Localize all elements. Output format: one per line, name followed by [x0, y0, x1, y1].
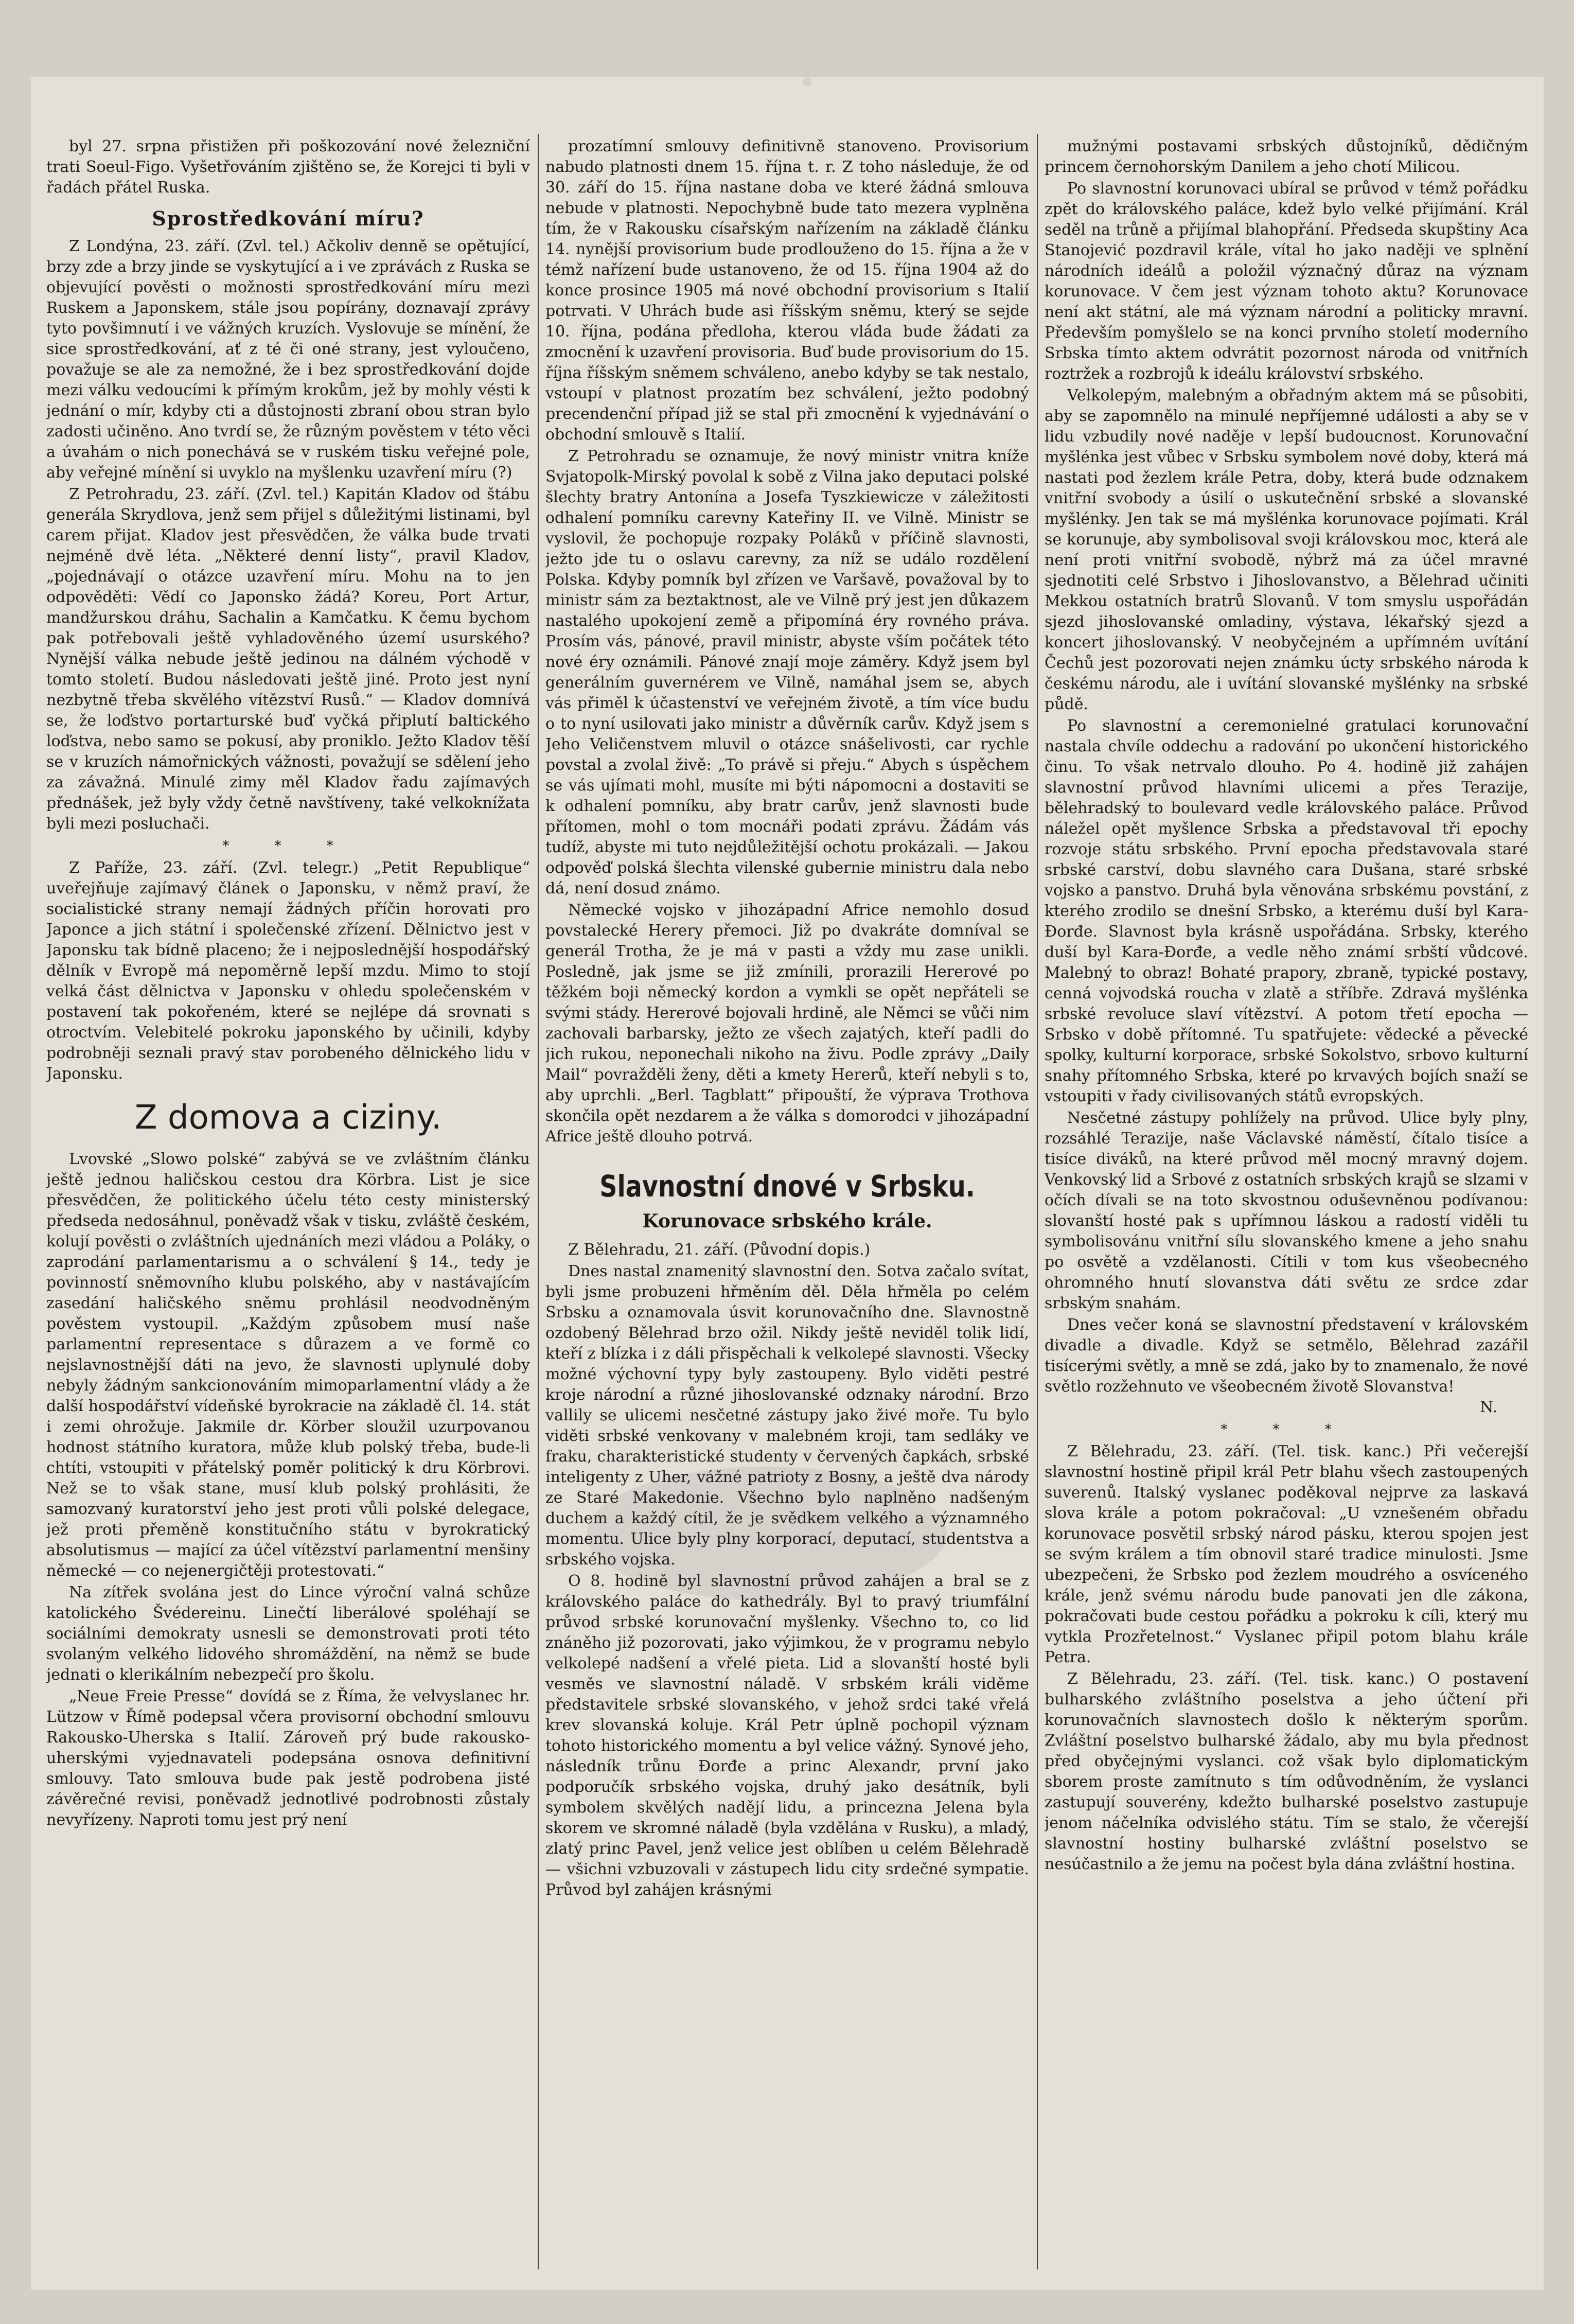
article-crowds: Nesčetné zástupy pohlížely na průvod. Ulice byly plny, rozsáhlé Terazije, naše Václavské náměstí, čítalo tisíce a tisíce diváků, na které průvod měl mocný mravný dojem. Venkovský lid a Srbové z ostatních srbských krajů se slzami v očích dívali se na toto skvostnou oduševněnou podívanou: slovanští hosté pak s upřímnou láskou a radostí viděli tu symbolisovánu vnitřní sílu slovanského kmene a jeho snahu po osvětě a vzdělanosti. Cítili v tom kus všeobecného ohromného hnutí slovanstva dáti světu ze srdce zdar srbským snahám.	[1045, 1109, 1528, 1312]
article-palace-reception: Po slavnostní korunovaci ubíral se průvod v témž pořádku zpět do královského paláce, kdež bylo velké přijímání. Král seděl na trůně a přijímal blahopřání. Předseda skupštiny Aca Stanojević pozdravil krále, vítal ho jako naději ve splnění národních ideálů a položil význačný důraz na význam korunovace. V čem jest význam tohoto aktu? Korunovace není akt státní, ale má význam národní a politicky mravní. Především pomyšlelo se na konci prvního století moderního Srbska tímto aktem odvrátit pozornost národa od vnitřních roztržek a rozbrojů k ideálu království srbského.	[1045, 180, 1528, 383]
newspaper-page	[31, 77, 1544, 2290]
article-linz-meeting: Na zítřek svolána jest do Lince výroční valná schůze katolického Švédereinu. Linečtí liberálové spoléhají se sociálními demokraty usnesli se demonstrovati proti této svolaným velkého lidového shromáždění, na němž se bude jednati o klerikálním nebezpečí pro školu.	[46, 1583, 530, 1684]
article-coronation-day: Dnes nastal znamenitý slavnostní den. Sotva začalo svítat, byli jsme probuzeni hřměním děl. Děla hřměla po celém Srbsku a oznamovala úsvit korunovačního dne. Slavnostně ozdobený Bělehrad brzo ožil. Nikdy ještě neviděl tolik lidí, kteří z blízka i z dáli přispěchali k velkolepé slavnosti. Všecky možné výchovní typy byly zastoupeny. Bylo viděti pestré kroje národní a různé jihoslovanské odznaky národní. Brzo vallily se ulicemi nesčetné zástupy jako živé moře. Tu bylo viděti srbské venkovany v malebném kroji, tam sedláky ve fraku, charakteristické studenty v červených čapkách, srbské inteligenty z Uher, vážné patrioty z Bosny, a ještě dva národy ze Staré Makedonie. Všechno bylo naplněno nadšeným duchem a každý cítil, že je svědkem velkého a významného momentu. Ulice byly plny korporací, deputací, studentstva a srbského vojska.	[545, 1262, 1029, 1569]
section-separator: * * *	[222, 838, 354, 854]
heading-sprostredkovani-miru: Sprostředkování míru?	[152, 207, 425, 230]
column-3	[1045, 136, 1528, 2267]
article-herero-war: Německé vojsko v jihozápadní Africe nemohlo dosud povstalecké Herery přemoci. Již po dvakráte domníval se generál Trotha, že je má v pasti a vždy mu zase unikli. Posledně, jak jsme se již zmínili, prorazili Hererové po těžkém boji německý kordon a vymkli se opět nepřáteli se svými stády. Hererové bojovali hrdině, ale Němci se vůči nim zachovali barbarsky, ježto ze všech zajatých, kteří padli do jich rukou, neponechali nikoho na živu. Podle zprávy „Daily Mail“ povražděli ženy, děti a kmety Hererů, kteří nebyli s to, aby uprchli. „Berl. Tagblatt“ připouští, že výprava Trothova skončila opět nezdarem a že válka s domorodci v jihozápadní Africe ještě dlouho potrvá.	[545, 901, 1029, 1146]
article-neue-freie-presse: „Neue Freie Presse“ dovídá se z Říma, že velvyslanec hr. Lützow v Římě podepsal včera provisorní obchodní smlouvu Rakousko-Uherska s Italií. Zároveň prý bude rakousko-uherskými vyjednavateli podepsána osnova definitivní smlouvy. Tato smlouva bude pak jestě podrobena jisté závěrečné revisi, poněvadž jednotlivé podrobnosti zůstaly nevyřízeny. Naproti tomu jest prý není	[46, 1687, 530, 1829]
article-svjatopolk-mirsky: Z Petrohradu se oznamuje, že nový ministr vnitra kníže Svjatopolk-Mirský povolal k sobě z Vilna jako deputaci polské šlechty bratry Antonína a Josefa Tyszkiewicze v záležitosti odhalení pomníku carevny Kateřiny II. ve Vilně. Ministr se vyslovil, že pochopuje rozpaky Poláků v příčině slavnosti, ježto jde tu o oslavu carevny, za níž se událo rozdělení Polska. Kdyby pomník byl zřízen ve Varšavě, považoval by to ministr sám za beztaktnost, ale ve Vilně prý jest jen důkazem nastalého upokojení země a připomíná éry rovného práva. Prosím vás, pánové, pravil ministr, abyste vším počátek této nové éry oznámili. Pánové znají moje záměry. Když jsem byl generálním guvernérem ve Vilně, namáhal jsem se, abych vás přiměl k účastenství ve veřejném životě, a tím více budu o to nyní usilovati jako ministr a důvěrník carův. Když jsem s Jeho Veličenstvem mluvil o otázce snášelivosti, car rychle povstal a zvolal živě: „To právě si přeju.“ Abych s úspěchem se vás ujímati mohl, musíte mi býti nápomocni a dostaviti se k odhalení pomníku, aby bratr carův, jenž slavnosti bude přítomen, mohl o tom mocnáři podati zprávu. Žádám vás tudíž, abyste mi tuto nejdůležitější ochotu prokázali. — Jakou odpověď polská šlechta vilenské gubernie ministru dala nebo dá, není dosud známo.	[545, 447, 1029, 897]
column-divider	[1037, 134, 1038, 2269]
article-london-report: Z Londýna, 23. září. (Zvl. tel.) Ačkoliv denně se opětující, brzy zde a brzy jinde se vyskytující a i ve zprávách z Ruska se objevující pověsti o možnosti sprostředkování míru mezi Ruskem a Japonskem, stále jsou popírány, doznavají zprávy tyto povšimnutí i ve vážných kruzích. Vyslovuje se mínění, že sice sprostředkování, ať z té či oné strany, jest vyloučeno, považuje se ale za nemožné, že i bez sprostředkování dojde mezi válku vedoucími k přímým krokům, jež by mohly vésti k jednání o mír, kdyby cti a důstojnosti zbraní obou stran bylo zadosti učiněno. Ano tvrdí se, že různým pověstem v této věci a úvahám o nich ponechává se v ruském tisku veřejné pole, aby veřejné mínění si uvyklo na myšlenku uzavření míru (?)	[46, 237, 530, 482]
article-afternoon-procession: Po slavnostní a ceremonielné gratulaci korunovační nastala chvíle oddechu a radování po ukončení historického činu. To však netrvalo dlouho. Po 4. hodině již zahájen slavnostní průvod hlavními ulicemi a přes Terazije, bělehradský to boulevard vedle královského paláce. Průvod náležel opět myšlence Srbska a představoval tři epochy rozvoje státu srbského. První epocha představovala staré srbské carství, dobu slavného cara Dušana, staré srbské vojsko a panstvo. Druhá byla věnována srbskému povstání, z kterého zrodilo se dnešní Srbsko, a kterému duší byl Kara-Đorđe. Slavnost byla krásně uspořádána. Srbsky, kterého duší byl Kara-Đorđe, a vedle něho známí srbští vůdcové. Malebný to obraz! Bohaté prapory, zbraně, typické postavy, cenná vojvodská roucha v zlatě a stříbře. Zdravá myšlénka srbské revoluce slaví vítězství. A potom třetí epocha — Srbsko v době přítomné. Tu spatřujete: vědecké a pěvecké spolky, kulturní korporace, srbské Sokolstvo, srbovo kulturní snahy přítomného Srbska, které po krvavých bojích snaží se vstoupiti v řady civilisovaných států evropských.	[1045, 717, 1528, 1105]
column-2	[545, 136, 1029, 2267]
ink-speck	[803, 77, 812, 86]
subheading-korunovace: Korunovace srbského krále.	[642, 1210, 932, 1232]
section-separator: * * *	[1221, 1422, 1352, 1437]
article-procession-continued: mužnými postavami srbských důstojníků, dědičným princem černohorským Danilem a jeho chotí Milicou.	[1045, 137, 1528, 176]
article-paris-japan: Z Paříže, 23. září. (Zvl. telegr.) „Petit Republique“ uveřejňuje zajímavý článek o Japonsku, v němž praví, že socialistické strany nemají žádných příčin horovati pro Japonce a jich státní i společenské zřízení. Dělnictvo jest v Japonsku tak bídně placeno; že i nejposlednější hospodářský dělník v Evropě má nepoměrně lepší mzdu. Mimo to stojí velká část dělnictva v Japonsku v ohledu společenském v postavení tak pokořeném, které se nejlépe dá srovnati s otroctvím. Velebitelé pokroku japonského by učinili, kdyby podrobněji seznali pravý stav porobeného dělnického lidu v Japonsku.	[46, 859, 530, 1083]
article-bulgarian-delegation: Z Bělehradu, 23. září. (Tel. tisk. kanc.) O postavení bulharského zvláštního poselstva a jeho účtení při korunovačních slavnostech došlo k některým sporům. Zvláštní poselstvo bulharské žádalo, aby mu byla přednost před obyčejnými vyslanci. což však bylo diplomatickým sborem proste zamítnuto s tím odůvodněním, že vyslanci zastupují souverény, kdežto bulharské poselstvo zastupuje jenom náčelníka odvislého státu. Tím se stalo, že včerejší slavnostní hostiny bulharské zvláštní poselstvo se nesúčastnilo a že jemu na počest byla dána zvláštní hostina.	[1045, 1670, 1528, 1873]
author-signature: N.	[1480, 1398, 1497, 1416]
column-divider	[538, 134, 539, 2269]
column-1	[46, 136, 530, 2267]
heading-slavnostni-dnove: Slavnostní dnové v Srbsku.	[599, 1169, 975, 1204]
article-trade-provisorium: prozatímní smlouvy definitivně stanoveno. Provisorium nabudo platnosti dnem 15. října t. r. Z toho následuje, že od 30. září do 15. října nastane doba ve které žádná smlouva nebude v platnosti. Nepochybně bude tato mezera vyplněna tím, že v Rakousku císařským nařízením na základě článku 14. nynější provisorium bude prodlouženo do 15. října a že v témž nařízení bude ustanoveno, že od 15. října 1904 až do konce prosince 1905 má nové obchodní provisorium s Italií potrvati. V Uhrách bude asi říšským sněmu, který se sejde 10. října, podána předloha, kterou vláda bude žádati za zmocnění k uzavření provisoria. Buď bude provisorium do 15. října říšským sněmem schváleno, anebo kdyby se tak nestalo, vstoupí v platnost prozatím bez schválení, ježto podobný precendenční případ již se stal při zmocnění k vyjednávání o obchodní smlouvě s Italií.	[545, 137, 1029, 444]
article-coronation-meaning: Velkolepým, malebným a obřadným aktem má se působiti, aby se zapomnělo na minulé nepříjemné události a aby se v lidu vzbudily nové naděje v lepší budoucnost. Korunovační myšlénka jest vůbec v Srbsku symbolem nové doby, která má nastati pod žezlem krále Petra, doby, která bude odznakem vnitřní svobody a úsilí o uskutečnění srbské a slovanské myšlénky. Jen tak se má myšlénka korunovace pojímati. Král se korunuje, aby symbolisoval svoji královskou moc, která ale není proti vnitřní svobodě, nýbrž má za účel mravné sjednotiti celé Srbstvo i Jihoslovanstvo, a Bělehrad učiniti Mekkou ostatních bratrů Slovanů. V tom smyslu uspořádán sjezd jihoslovanské omladiny, výstava, lékařský sjezd a koncert jihoslovanský. V neobyčejném a upřímném uvítání Čechů jest pozorovati nejen známku úcty srbského národa k českému národu, ale i uvítání slovanské myšlénky na srbské půdě.	[1045, 386, 1528, 713]
article-evening-theatre: Dnes večer koná se slavnostní představení v královském divadle a divadle. Když se setmělo, Bělehrad zazářil tisícerými světly, a mně se zdá, jako by to znamenalo, že nové světlo rozžehnuto ve všeobecném životě Slovanstva!	[1045, 1316, 1528, 1396]
article-petrograd-kladov: Z Petrohradu, 23. září. (Zvl. tel.) Kapitán Kladov od štábu generála Skrydlova, jenž sem přijel s důležitými listinami, byl carem přijat. Kladov jest přesvědčen, že válka bude trvati nejméně dvě léta. „Některé denní listy“, pravil Kladov, „pojednávají o otázce uzavření míru. Mohu na to jen odpověděti: Vědí co Japonsko žádá? Koreu, Port Artur, mandžurskou dráhu, Sachalin a Kamčatku. K čemu bychom pak potřebovali ještě vyhladověného území usurského? Nynější válka nebude ještě jedinou na dálném východě v tomto století. Budou následovati ještě jiné. Proto jest nyní nezbytně třeba skvělého vítězství Rusů.“ — Kladov domnívá se, že loďstvo portarturské buď vyčká připlutí baltického loďstva, nebo samo se pokusí, aby proniklo. Ježto Kladov těší se v kruzích námořnických vážnosti, považují se sdělení jeho za závažná. Minulé zimy měl Kladov řadu zajímavých přednášek, jež byly vždy četně navštíveny, také velkoknížata byli mezi posluchači.	[46, 485, 530, 833]
article-coronation-procession: O 8. hodině byl slavnostní průvod zahájen a bral se z královského paláce do kathedrály. Byl to pravý triumfální průvod srbské korunovační myšlenky. Všechno to, co lid znáněho již pozorovati, jako výjimkou, že v programu nebylo velkolepé nadšení a vřelé pieta. Lid a slovanští hosté byli vesměs ve slavnostní náladě. V srbském králi viděme představitele srbské slovanského, v jehož srdci také vřelá krev slovanská koluje. Král Petr úplně pochopil význam tohoto historického momentu a byl velice vážný. Synové jeho, následník trůnu Đorđe a princ Alexandr, první jako podporučík srbského vojska, druhý jako desátník, byli symbolem skvělých nadějí lidu, a princezna Jelena byla skorem ve skromné náladě (byla vzdělána v Rusku), a mladý, zlatý princ Pavel, jenž velice jest oblíben u celém Bělehradě — všichni vzbuzovali v zástupech lidu city srdečné sympatie. Průvod byl zahájen krásnými	[545, 1572, 1029, 1899]
article-dateline: Z Bělehradu, 21. září. (Původní dopis.)	[568, 1241, 871, 1259]
article-korea-fragment: byl 27. srpna přistižen při poškozování nové železniční trati Soeul-Figo. Vyšetřováním zjištěno se, že Korejci ti byli v řadách přátel Ruska.	[46, 137, 530, 197]
heading-z-domova-a-ciziny: Z domova a ciziny.	[134, 1099, 442, 1137]
article-slowo-polskie: Lvovské „Slowo polské“ zabývá se ve zvláštním článku ještě jednou haličskou cestou dra Körbra. List je sice přesvědčen, že politického účelu této cesty ministerský předseda nedosáhnul, poněvadž však v tisku, zvláště českém, kolují pověsti o zvláštních ujednáních mezi vládou a Poláky, o zaprodání parlamentarismu a o schválení § 14., tedy je povinností sněmovního klubu polského, aby v nastávajícím zasedání haličského sněmu prohlásil neodvodněným pověstem vystoupil. „Každým způsobem musí naše parlamentní representace s důrazem a ve formě co nejslavnostnější dáti na jevo, že slavnosti uplynulé doby nebyly žádným sankcionováním mimoparlamentní vlády a že další hospodářství vídeňské byrokracie na základě čl. 14. stát i zemi ohrožuje. Jakmile dr. Körber sloužil uzurpovanou hodnost státního kuratora, může klub polský třeba, bude-li chtíti, vstoupiti v přátelský poměr politický k dru Körbrovi. Než se to však stane, musí klub polský prohlásiti, že samozvaný kuratorství jeho jest proti vůli polské delegace, jež proti přeměně konstitučního státu v byrokratický absolutismus — mající za účel vítězství parlamentní menšiny německé — co nejenergičtěji protestovati.“	[46, 1150, 530, 1580]
article-italian-envoy-toast: Z Bělehradu, 23. září. (Tel. tisk. kanc.) Při večerejší slavnostní hostině připil král Petr blahu všech zastoupených suverenů. Italský vyslanec poděkoval nejprve za laskavá slova krále a potom pokračoval: „U vznešeném obřadu korunovace posvětil srbský národ pásku, kterou spojen jest se svým králem a tím obnovil staré tradice minulosti. Jsme ubezpečeni, že Srbsko pod žezlem moudrého a osvíceného krále, jenž svému národu bude panovati jen dle zákona, pokračovati bude cestou pořádku a pokroku k cíli, který mu vytkla Prozřetelnost.“ Vyslanec připil potom blahu krále Petra.	[1045, 1442, 1528, 1666]
